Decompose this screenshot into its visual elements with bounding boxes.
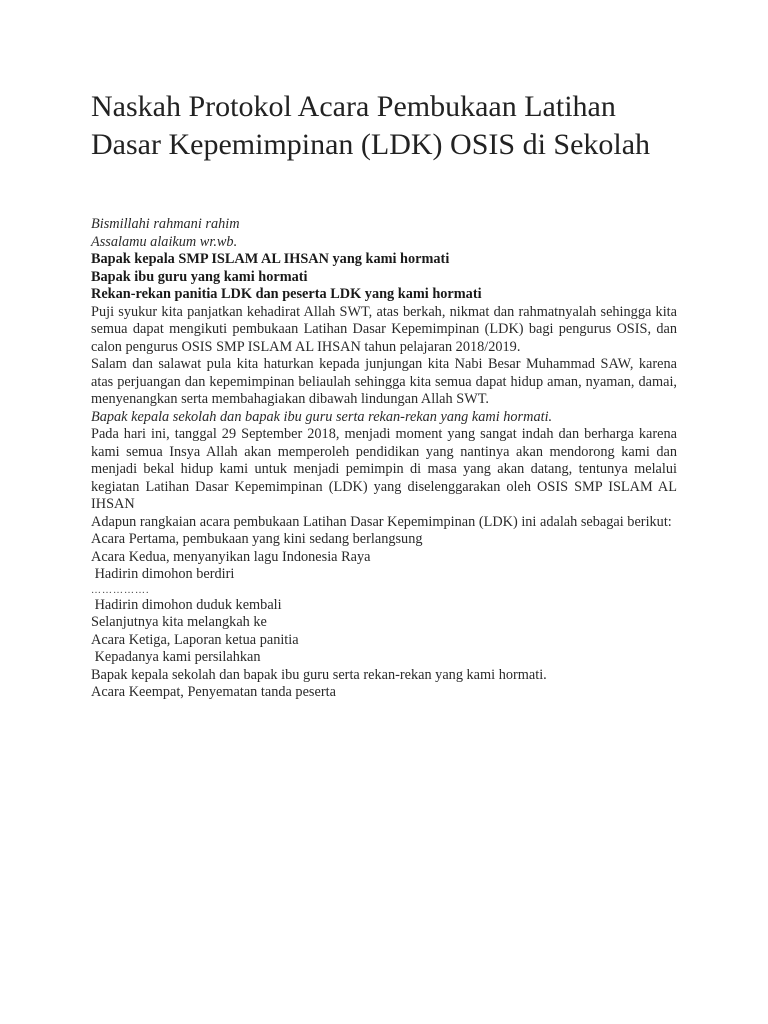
invitation-line: Kepadanya kami persilahkan — [91, 649, 261, 665]
paragraph-event-date: Pada hari ini, tanggal 29 September 2018, menjadi moment yang sangat indah dan berharga karena kami semua Insya Allah akan memperoleh pendidikan yang nantinya akan mendorong kami dan menjadi bekal hidup kami untuk menjadi pemimpin di masa yang akan datang, tentunya melalui kegiatan Latihan Dasar Kepemimpinan (LDK) yang diselenggarakan oleh OSIS SMP ISLAM AL IHSAN — [91, 426, 677, 512]
greeting-line-3: Rekan-rekan panitia LDK dan peserta LDK yang kami hormati — [91, 286, 482, 302]
ellipsis-line: ……………. — [91, 584, 150, 596]
document-body — [91, 216, 677, 702]
opening-salutation — [91, 216, 677, 251]
instruction-stand: Hadirin dimohon berdiri — [91, 566, 235, 582]
opening-line-1: Bismillahi rahmani rahim — [91, 216, 240, 232]
agenda-item-4: Acara Keempat, Penyematan tanda peserta — [91, 684, 336, 700]
opening-line-2: Assalamu alaikum wr.wb. — [91, 233, 238, 250]
agenda-item-3: Acara Ketiga, Laporan ketua panitia — [91, 631, 299, 648]
document-title: Naskah Protokol Acara Pembukaan Latihan Dasar Kepemimpinan (LDK) OSIS di Sekolah — [91, 90, 651, 161]
greeting-line-1: Bapak kepala SMP ISLAM AL IHSAN yang kami hormati — [91, 251, 450, 267]
agenda-item-2: Acara Kedua, menyanyikan lagu Indonesia Raya — [91, 548, 371, 565]
address-plain: Bapak kepala sekolah dan bapak ibu guru serta rekan-rekan yang kami hormati. — [91, 666, 547, 683]
instruction-sit: Hadirin dimohon duduk kembali — [91, 596, 282, 613]
address-italic: Bapak kepala sekolah dan bapak ibu guru serta rekan-rekan yang kami hormati. — [91, 408, 553, 425]
agenda-item-1: Acara Pertama, pembukaan yang kini sedang berlangsung — [91, 531, 423, 547]
greetings-block — [91, 251, 677, 304]
paragraph-agenda-intro: Adapun rangkaian acara pembukaan Latihan Dasar Kepemimpinan (LDK) ini adalah sebagai berikut: — [91, 513, 672, 530]
paragraph-gratitude: Puji syukur kita panjatkan kehadirat Allah SWT, atas berkah, nikmat dan rahmatnyalah sehingga kita semua dapat mengikuti pembukaan Latihan Dasar Kepemimpinan (LDK) bagi pengurus OSIS, dan calon pengurus OSIS SMP ISLAM AL IHSAN tahun pelajaran 2018/2019. — [91, 303, 677, 355]
agenda-block-2-3 — [91, 549, 677, 667]
paragraph-salawat: Salam dan salawat pula kita haturkan kepada junjungan kita Nabi Besar Muhammad SAW, karena atas perjuangan dan kepemimpinan beliaulah sehingga kita semua dapat hidup aman, nyaman, damai, menyenangkan serta membahagiakan dibawah lindungan Allah SWT. — [91, 356, 677, 407]
greeting-line-2: Bapak ibu guru yang kami hormati — [91, 268, 308, 285]
transition-line: Selanjutnya kita melangkah ke — [91, 614, 267, 630]
